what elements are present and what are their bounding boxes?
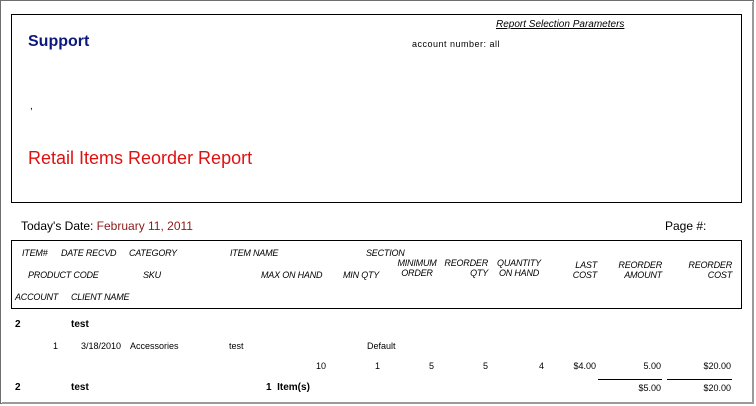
item-name: test bbox=[229, 341, 244, 351]
col-section: SECTION bbox=[366, 248, 405, 258]
company-name: Support bbox=[28, 33, 90, 50]
group-client-name: test bbox=[71, 319, 89, 330]
report-header-box bbox=[11, 14, 742, 203]
report-title: Retail Items Reorder Report bbox=[28, 148, 253, 168]
footer-account: 2 bbox=[15, 382, 21, 393]
address-comma: , bbox=[30, 101, 33, 112]
col-product-code: PRODUCT CODE bbox=[28, 270, 99, 280]
col-quantity-on-hand-2: ON HAND bbox=[498, 268, 540, 278]
items-label: Item(s) bbox=[277, 382, 310, 393]
col-client-name: CLIENT NAME bbox=[71, 292, 130, 302]
todays-date bbox=[21, 219, 193, 233]
group-account: 2 bbox=[15, 319, 21, 330]
reorder-cost-total-rule bbox=[667, 379, 732, 380]
reorder-amount-total-rule bbox=[598, 379, 662, 380]
item-last-cost: $4.00 bbox=[573, 361, 596, 371]
col-item-number: ITEM# bbox=[22, 248, 48, 258]
item-min-qty: 1 bbox=[374, 361, 380, 371]
col-reorder-amount-1: REORDER bbox=[618, 260, 662, 270]
date-label: Today's Date: bbox=[21, 219, 94, 233]
footer-reorder-cost-total: $20.00 bbox=[703, 383, 731, 393]
footer-item-count bbox=[266, 382, 310, 393]
col-quantity-on-hand-1: QUANTITY bbox=[497, 258, 541, 268]
col-sku: SKU bbox=[143, 270, 161, 280]
page-number-label: Page #: bbox=[665, 219, 707, 233]
col-last-cost-2: COST bbox=[572, 270, 597, 280]
footer-reorder-amount-total: $5.00 bbox=[638, 383, 661, 393]
footer-client-name: test bbox=[71, 382, 89, 393]
item-count: 1 bbox=[266, 382, 272, 393]
col-reorder-qty-1: REORDER bbox=[444, 258, 488, 268]
col-item-name: ITEM NAME bbox=[230, 248, 279, 258]
col-account: ACCOUNT bbox=[15, 292, 59, 302]
item-max-on-hand: 10 bbox=[315, 361, 326, 371]
col-reorder-qty-2: QTY bbox=[470, 268, 488, 278]
col-reorder-cost-1: REORDER bbox=[688, 260, 732, 270]
item-minimum-order: 5 bbox=[428, 361, 434, 371]
selection-parameters-title: Report Selection Parameters bbox=[496, 19, 625, 30]
item-date-received: 3/18/2010 bbox=[81, 341, 122, 351]
date-value: February 11, 2011 bbox=[96, 219, 193, 233]
col-max-on-hand: MAX ON HAND bbox=[261, 270, 323, 280]
item-reorder-qty: 5 bbox=[482, 361, 488, 371]
col-date-received: DATE RECVD bbox=[61, 248, 117, 258]
col-min-qty: MIN QTY bbox=[343, 270, 380, 280]
col-last-cost-1: LAST bbox=[575, 260, 597, 270]
item-reorder-amount: 5.00 bbox=[643, 361, 661, 371]
col-minimum-order-2: ORDER bbox=[401, 268, 433, 278]
item-quantity-on-hand: 4 bbox=[538, 361, 544, 371]
account-number-parameter: account number: all bbox=[412, 39, 501, 49]
column-header-box bbox=[11, 240, 742, 309]
item-number: 1 bbox=[53, 341, 59, 351]
item-section: Default bbox=[367, 341, 396, 351]
col-category: CATEGORY bbox=[129, 248, 177, 258]
item-reorder-cost: $20.00 bbox=[703, 361, 731, 371]
item-category: Accessories bbox=[130, 341, 179, 351]
col-reorder-cost-2: COST bbox=[707, 270, 732, 280]
col-minimum-order-1: MINIMUM bbox=[397, 258, 437, 268]
col-reorder-amount-2: AMOUNT bbox=[624, 270, 662, 280]
